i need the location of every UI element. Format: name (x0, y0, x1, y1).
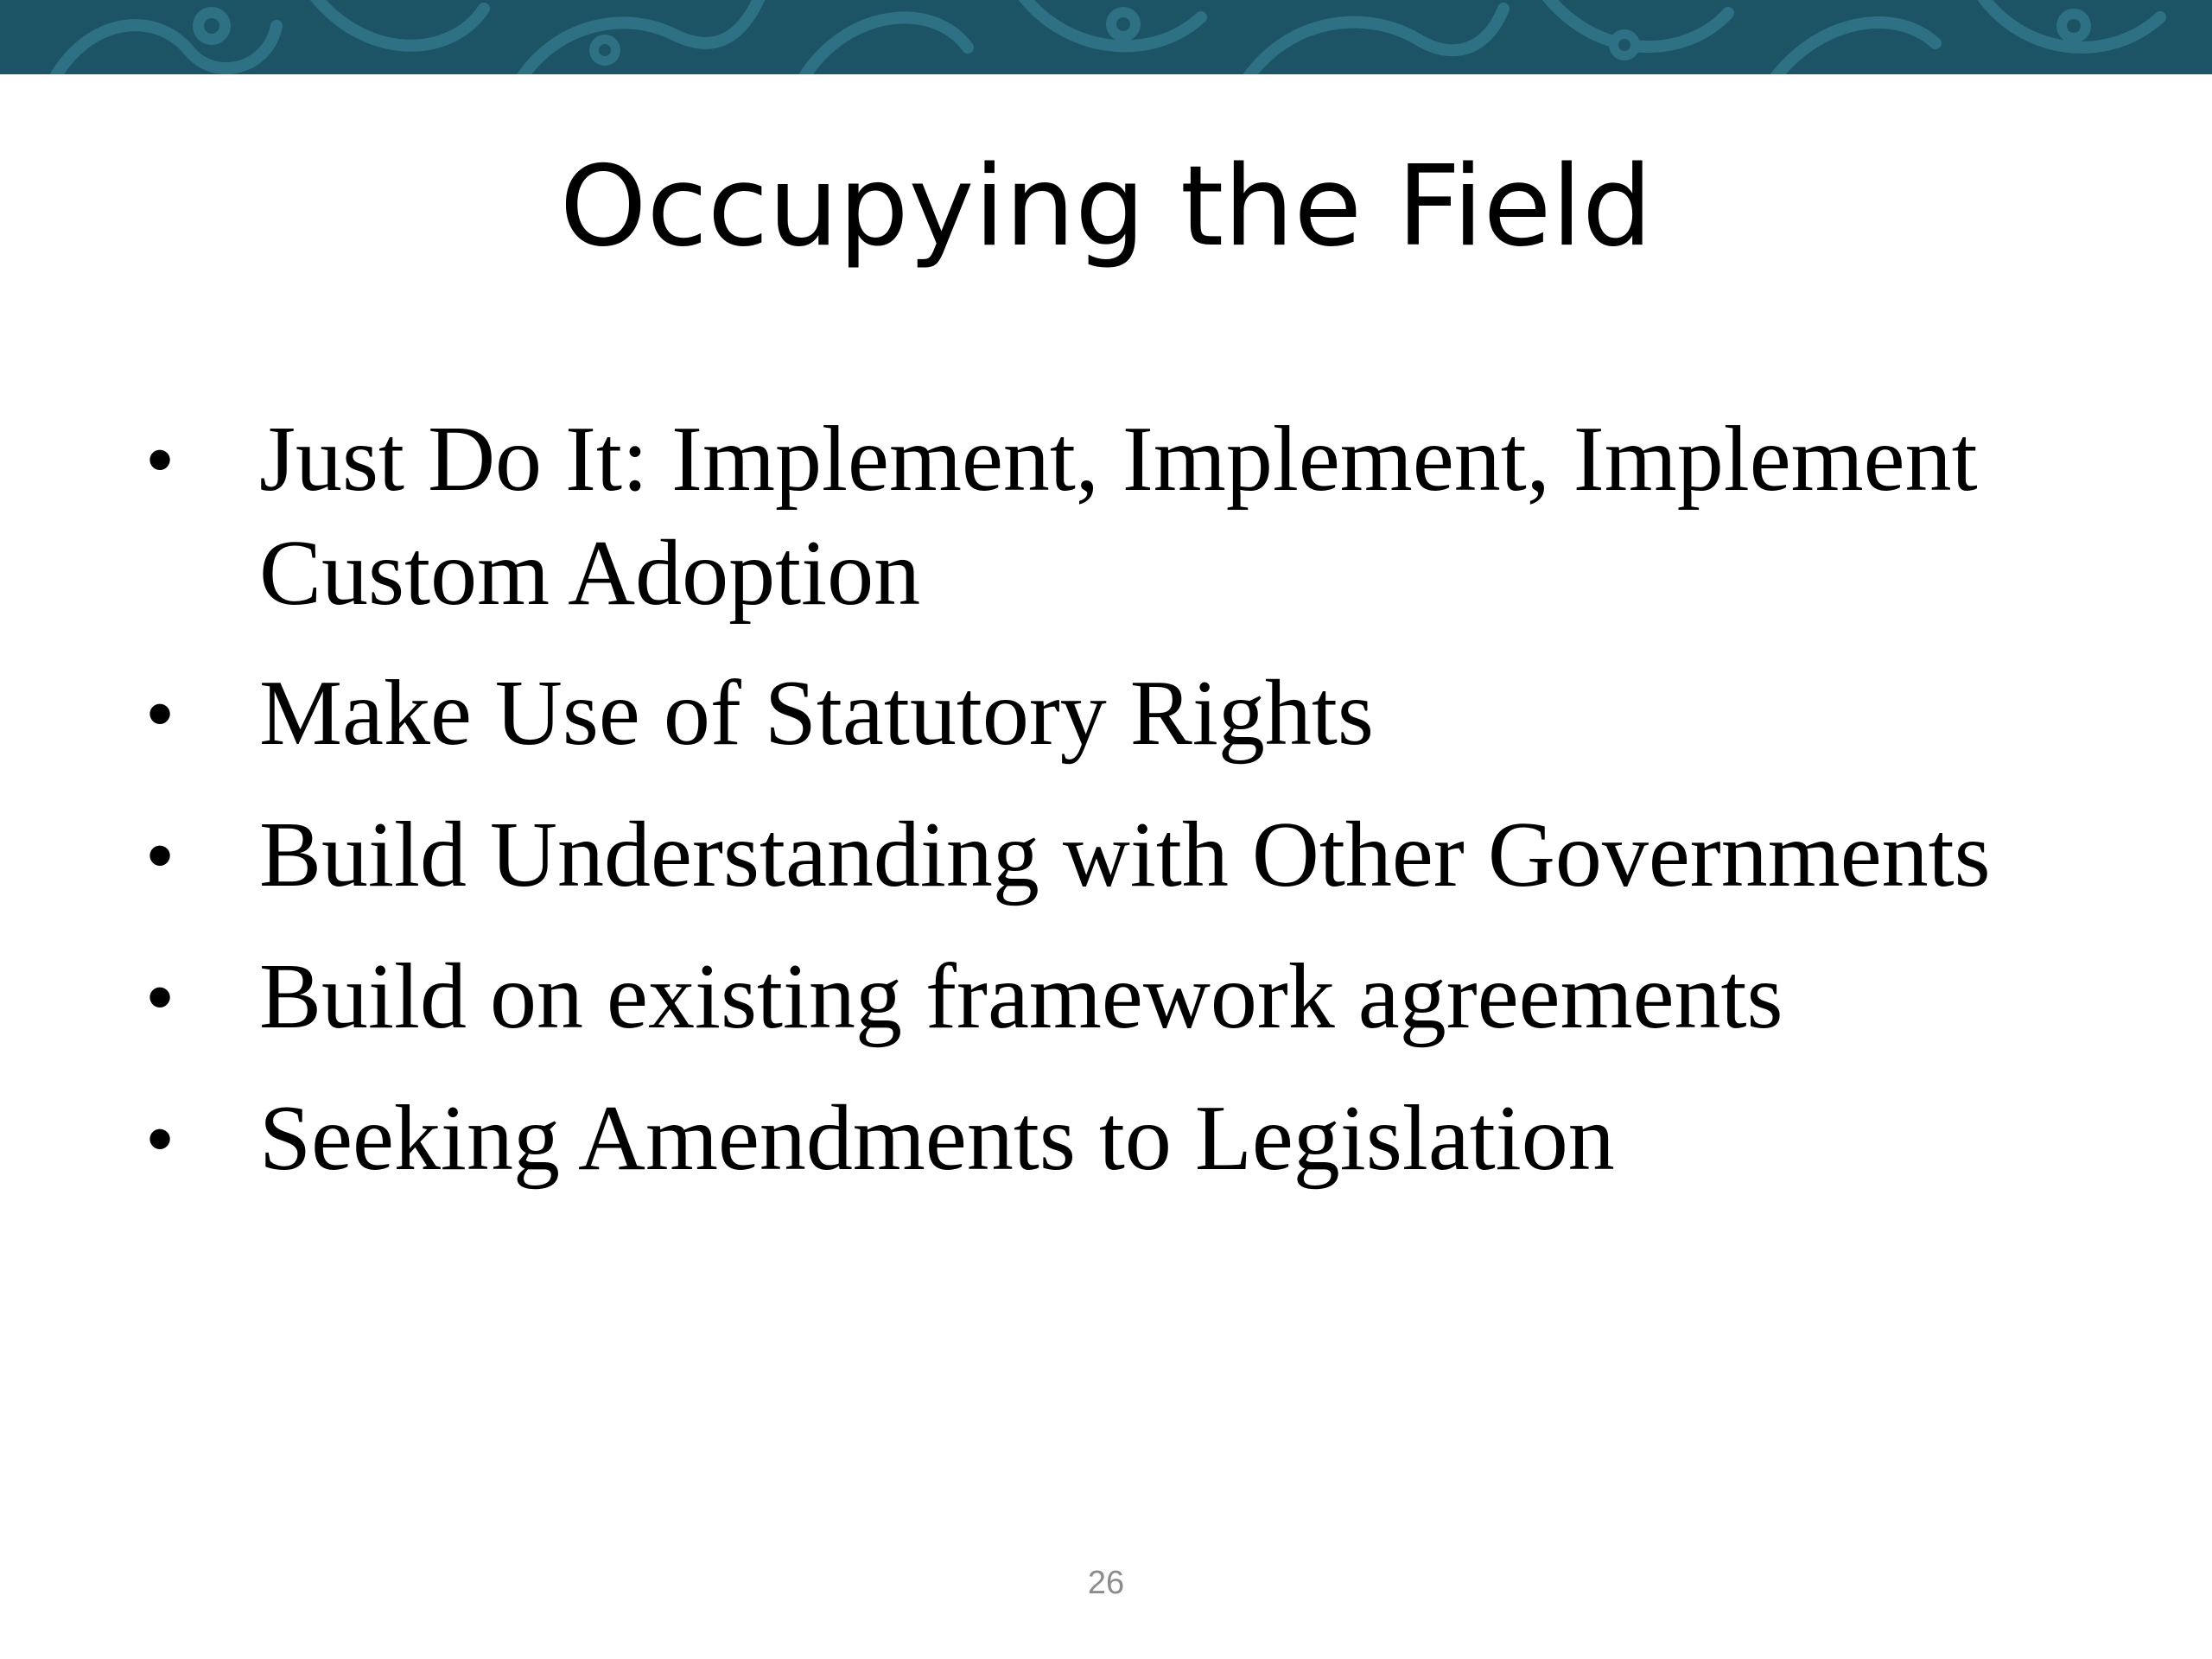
bullet-text: Just Do It: Implement, Implement, Implement (259, 408, 1978, 511)
bullet-icon: • (147, 956, 174, 1039)
bullet-icon: • (147, 1097, 174, 1180)
bullet-icon: • (147, 418, 174, 501)
slide-title: Occupying the Field (559, 143, 1653, 271)
bullet-text: Build Understanding with Other Governments (259, 804, 1991, 906)
bullet-text: Seeking Amendments to Legislation (259, 1087, 1615, 1190)
bullet-text: Build on existing framework agreements (259, 945, 1783, 1048)
bullet-icon: • (147, 814, 174, 897)
bullet-text: Make Use of Statutory Rights (259, 662, 1374, 765)
bullet-continuation-text: Custom Adoption (259, 522, 921, 625)
bullet-icon: • (147, 672, 174, 755)
page-number: 26 (1087, 1565, 1125, 1601)
